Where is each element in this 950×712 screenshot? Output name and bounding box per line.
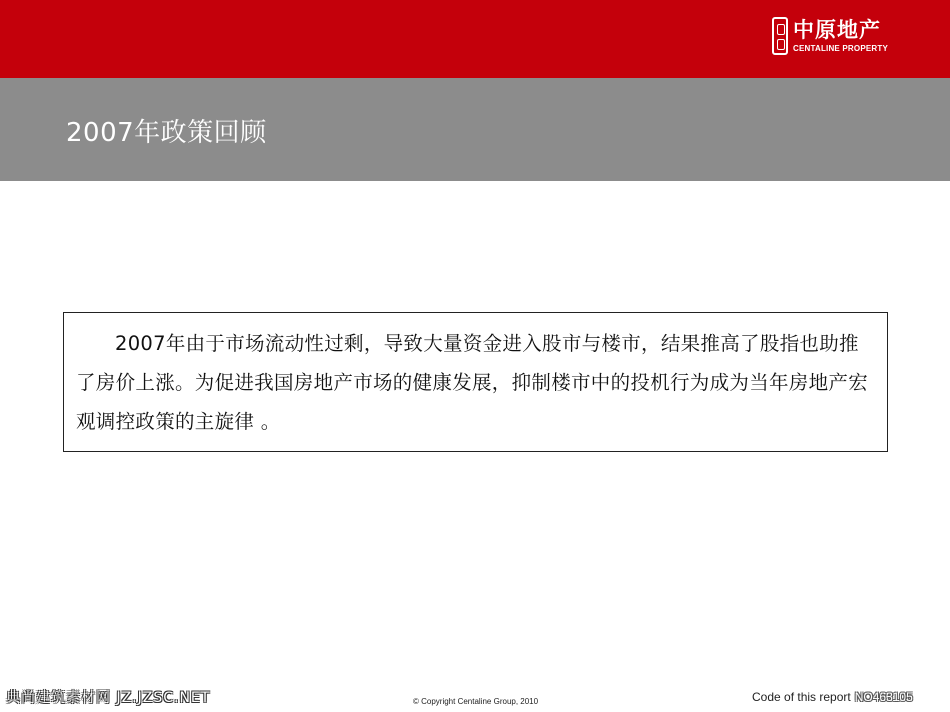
title-bar bbox=[0, 78, 950, 181]
page-title: 2007年政策回顾 bbox=[66, 118, 267, 148]
report-code-value: NO463105 bbox=[854, 690, 913, 704]
report-code-label: Code of this report bbox=[752, 690, 851, 704]
logo-english-name: CENTALINE PROPERTY bbox=[792, 43, 888, 53]
content-box bbox=[63, 312, 888, 452]
logo-text bbox=[792, 17, 888, 53]
content-paragraph: 2007年由于市场流动性过剩，导致大量资金进入股市与楼市，结果推高了股指也助推了房价上涨。为促进我国房地产市场的健康发展，抑制楼市中的投机行为成为当年房地产宏观调控政策的主旋律 。 bbox=[76, 332, 869, 433]
logo-chinese-name: 中原地产 bbox=[792, 17, 881, 42]
copyright-notice: © Copyright Centaline Group, 2010 bbox=[413, 697, 539, 706]
centaline-logo bbox=[772, 14, 888, 58]
report-code bbox=[752, 690, 913, 704]
watermark-text: 典尚建筑素材网 JZ.JZSC.NET bbox=[6, 690, 211, 706]
logo-seal-icon bbox=[772, 17, 788, 55]
header-bar bbox=[0, 0, 950, 78]
